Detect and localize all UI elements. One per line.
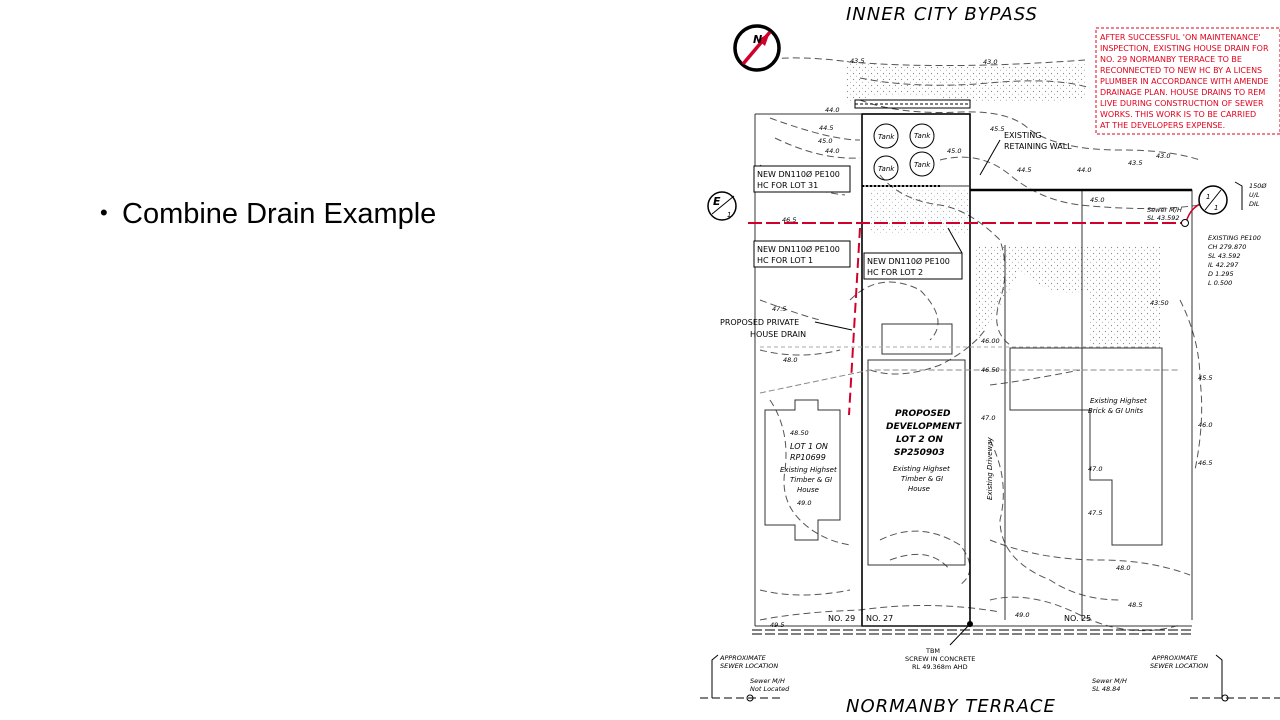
svg-text:EXISTING: EXISTING	[1004, 131, 1042, 140]
svg-text:D 1.295: D 1.295	[1208, 270, 1234, 278]
bullet-dot: •	[100, 200, 108, 225]
svg-text:Sewer M/H: Sewer M/H	[750, 677, 785, 685]
svg-text:U/L: U/L	[1249, 191, 1260, 199]
stipple-area-middle	[870, 190, 970, 235]
svg-text:PROPOSED: PROPOSED	[895, 409, 951, 419]
svg-text:APPROXIMATE: APPROXIMATE	[720, 654, 766, 662]
svg-text:L 0.500: L 0.500	[1208, 279, 1233, 287]
svg-text:NEW DN110Ø PE100: NEW DN110Ø PE100	[757, 170, 840, 179]
svg-text:44.5: 44.5	[819, 124, 834, 132]
svg-text:HC FOR LOT 2: HC FOR LOT 2	[867, 268, 924, 277]
svg-text:46.0: 46.0	[1198, 421, 1213, 429]
footpath-line	[752, 630, 1192, 634]
svg-text:Sewer M/H: Sewer M/H	[1147, 206, 1182, 214]
svg-text:1: 1	[727, 211, 732, 219]
svg-text:Existing Highset: Existing Highset	[780, 466, 837, 474]
proposed-private-drain	[849, 228, 860, 415]
svg-text:SP250903: SP250903	[894, 448, 945, 458]
svg-text:Not Located: Not Located	[750, 685, 790, 693]
house-number: NO. 25	[1064, 614, 1092, 623]
svg-text:RP10699: RP10699	[790, 453, 826, 462]
existing-pe100-label	[1208, 234, 1261, 287]
svg-text:46.5: 46.5	[782, 216, 797, 224]
svg-text:CH 279.870: CH 279.870	[1208, 243, 1247, 251]
svg-text:44.0: 44.0	[825, 147, 840, 155]
svg-text:150Ø: 150Ø	[1249, 182, 1267, 190]
svg-text:47.0: 47.0	[981, 414, 996, 422]
svg-text:LOT 2 ON: LOT 2 ON	[896, 435, 943, 445]
label-private-drain	[720, 318, 852, 339]
road-name-top: INNER CITY BYPASS	[846, 4, 1038, 25]
svg-text:44.0: 44.0	[825, 106, 840, 114]
svg-text:46.00: 46.00	[981, 337, 1000, 345]
svg-text:NEW DN110Ø PE100: NEW DN110Ø PE100	[867, 257, 950, 266]
tbm-label	[905, 624, 975, 671]
svg-text:45.5: 45.5	[1198, 374, 1213, 382]
svg-text:43.5: 43.5	[850, 57, 865, 65]
svg-text:LOT 1 ON: LOT 1 ON	[790, 442, 828, 451]
svg-text:House: House	[908, 485, 930, 493]
bullet-text: Combine Drain Example	[122, 198, 437, 230]
water-tanks	[874, 124, 934, 180]
east-marker	[708, 192, 736, 220]
svg-text:44.5: 44.5	[1017, 166, 1032, 174]
svg-text:46.5: 46.5	[1198, 459, 1213, 467]
svg-text:46.50: 46.50	[981, 366, 1000, 374]
label-hc-lot31	[754, 166, 850, 192]
units-lot25	[1010, 348, 1162, 545]
manhole-marker	[1199, 186, 1227, 214]
svg-text:Sewer M/H: Sewer M/H	[1092, 677, 1127, 685]
svg-text:NEW DN110Ø PE100: NEW DN110Ø PE100	[757, 245, 840, 254]
svg-text:SL 43.592: SL 43.592	[1208, 252, 1241, 260]
svg-text:Brick & GI Units: Brick & GI Units	[1088, 407, 1144, 415]
svg-text:45.0: 45.0	[818, 137, 833, 145]
maintenance-note	[1096, 28, 1280, 134]
svg-text:House: House	[797, 486, 819, 494]
svg-text:43.5: 43.5	[1128, 159, 1143, 167]
svg-text:Existing Highset: Existing Highset	[1090, 397, 1147, 405]
house-number: NO. 27	[866, 614, 894, 623]
svg-text:HC FOR LOT 31: HC FOR LOT 31	[757, 181, 819, 190]
svg-text:49.0: 49.0	[1015, 611, 1030, 619]
svg-text:AFTER SUCCESSFUL 'ON MAINTENAN: AFTER SUCCESSFUL 'ON MAINTENANCE'	[1100, 33, 1261, 42]
svg-text:IL 42.297: IL 42.297	[1208, 261, 1239, 269]
svg-text:43.0: 43.0	[1156, 152, 1171, 160]
svg-text:TBM: TBM	[926, 647, 941, 655]
units-label	[1088, 397, 1147, 415]
approx-sewer-right	[1150, 654, 1222, 698]
svg-text:NO. 29 NORMANBY TERRACE TO BE: NO. 29 NORMANBY TERRACE TO BE	[1100, 55, 1242, 64]
svg-text:SCREW IN CONCRETE: SCREW IN CONCRETE	[905, 655, 976, 663]
svg-text:47.0: 47.0	[1088, 465, 1103, 473]
tank-label: Tank	[914, 132, 931, 140]
label-hc-lot2	[864, 253, 962, 279]
svg-text:APPROXIMATE: APPROXIMATE	[1152, 654, 1198, 662]
svg-text:1: 1	[1214, 204, 1219, 212]
driveway-label: Existing Driveway	[986, 437, 994, 500]
road-name-bottom: NORMANBY TERRACE	[846, 696, 1056, 717]
svg-text:SEWER LOCATION: SEWER LOCATION	[720, 662, 779, 670]
svg-text:47.5: 47.5	[772, 305, 787, 313]
svg-text:48.50: 48.50	[790, 429, 809, 437]
svg-text:SEWER LOCATION: SEWER LOCATION	[1150, 662, 1209, 670]
svg-text:1: 1	[1206, 193, 1211, 201]
svg-text:48.5: 48.5	[1128, 601, 1143, 609]
svg-text:48.0: 48.0	[783, 356, 798, 364]
svg-text:RETAINING WALL: RETAINING WALL	[1004, 142, 1072, 151]
svg-text:DRAINAGE PLAN. HOUSE DRAINS TO: DRAINAGE PLAN. HOUSE DRAINS TO REM	[1100, 88, 1266, 97]
svg-text:Existing Highset: Existing Highset	[893, 465, 950, 473]
lot1-label	[780, 442, 837, 494]
svg-text:43.50: 43.50	[1150, 299, 1169, 307]
svg-text:47.5: 47.5	[1088, 509, 1103, 517]
svg-text:HC FOR LOT 1: HC FOR LOT 1	[757, 256, 814, 265]
north-arrow	[735, 26, 779, 70]
svg-text:45.0: 45.0	[1090, 196, 1105, 204]
tank-label: Tank	[914, 161, 931, 169]
svg-text:HOUSE DRAIN: HOUSE DRAIN	[750, 330, 807, 339]
svg-text:PLUMBER IN ACCORDANCE WITH AME: PLUMBER IN ACCORDANCE WITH AMENDE	[1100, 77, 1269, 86]
svg-text:45.0: 45.0	[947, 147, 962, 155]
svg-text:AT THE DEVELOPERS EXPENSE.: AT THE DEVELOPERS EXPENSE.	[1100, 121, 1226, 130]
house-number: NO. 29	[828, 614, 856, 623]
sewer-mh-top-label	[1147, 206, 1182, 222]
svg-text:DEVELOPMENT: DEVELOPMENT	[886, 422, 962, 432]
north-label: N	[753, 33, 763, 46]
svg-text:43.0: 43.0	[983, 58, 998, 66]
svg-text:INSPECTION, EXISTING HOUSE DRA: INSPECTION, EXISTING HOUSE DRAIN FOR	[1100, 44, 1269, 53]
svg-text:RECONNECTED TO NEW HC BY A LIC: RECONNECTED TO NEW HC BY A LICENS	[1100, 66, 1263, 75]
svg-text:EXISTING PE100: EXISTING PE100	[1208, 234, 1261, 242]
svg-text:44.0: 44.0	[1077, 166, 1092, 174]
label-hc-lot1	[754, 241, 850, 267]
svg-text:RL 49.368m AHD: RL 49.368m AHD	[912, 663, 968, 671]
svg-text:48.0: 48.0	[1116, 564, 1131, 572]
svg-text:SL 48.84: SL 48.84	[1092, 685, 1121, 693]
svg-text:E: E	[713, 195, 721, 208]
svg-text:SL 43.592: SL 43.592	[1147, 214, 1180, 222]
svg-text:WORKS. THIS WORK IS TO BE CARR: WORKS. THIS WORK IS TO BE CARRIED	[1100, 110, 1257, 119]
sewer-mh-not-located	[747, 677, 790, 701]
svg-text:LIVE DURING CONSTRUCTION OF SE: LIVE DURING CONSTRUCTION OF SEWER	[1100, 99, 1264, 108]
sewer-mh-bottom	[1092, 677, 1228, 701]
lot2-label	[886, 409, 962, 493]
svg-text:49.0: 49.0	[797, 499, 812, 507]
stipple-area-right	[975, 245, 1162, 345]
svg-text:45.5: 45.5	[990, 125, 1005, 133]
pipe-label	[1235, 182, 1267, 210]
svg-text:Timber & GI: Timber & GI	[790, 476, 833, 484]
tank-label: Tank	[878, 133, 895, 141]
stipple-area-top	[845, 60, 1085, 104]
tank-label: Tank	[878, 165, 895, 173]
svg-text:Timber & GI: Timber & GI	[901, 475, 944, 483]
svg-text:49.5: 49.5	[770, 621, 785, 629]
svg-text:DIL: DIL	[1249, 200, 1260, 208]
svg-text:PROPOSED PRIVATE: PROPOSED PRIVATE	[720, 318, 800, 327]
